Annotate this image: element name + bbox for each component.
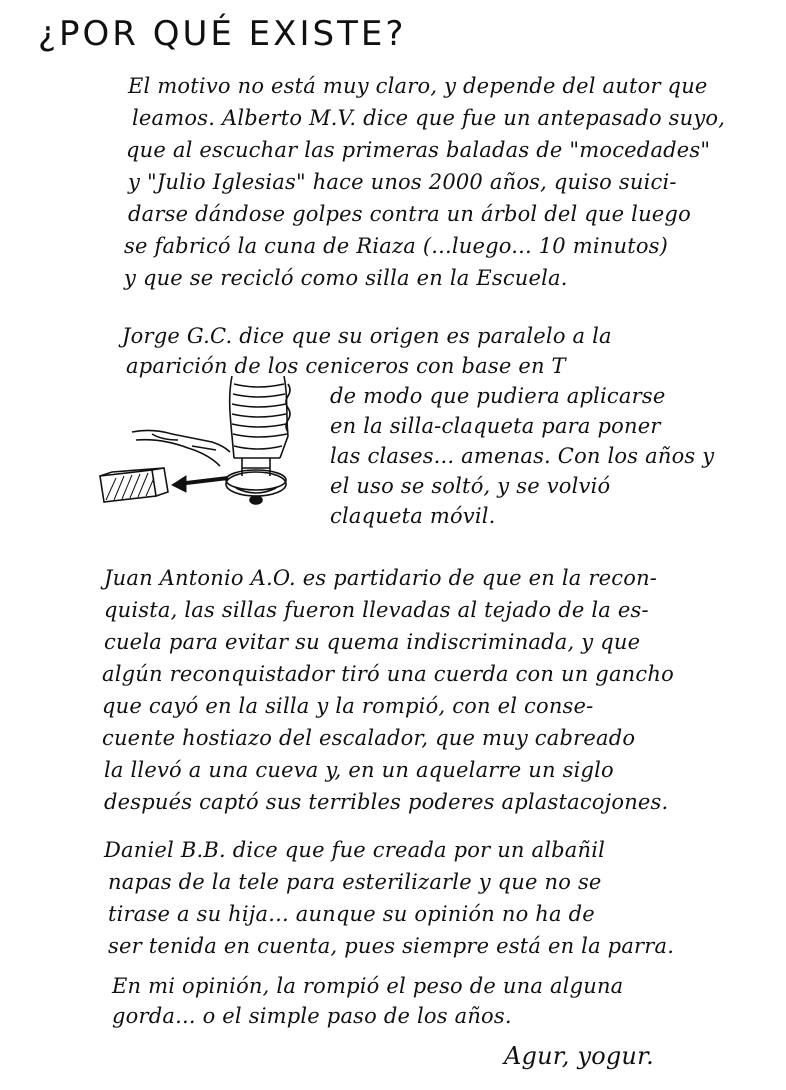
- text-line: cuente hostiazo del escalador, que muy cabreado: [102, 726, 636, 750]
- text-line: gorda... o el simple paso de los años.: [112, 1004, 512, 1028]
- text-line: Daniel B.B. dice que fue creada por un albañil: [104, 838, 606, 862]
- text-line: darse dándose golpes contra un árbol del que luego: [128, 202, 691, 226]
- text-line: En mi opinión, la rompió el peso de una alguna: [112, 974, 624, 998]
- text-line: que al escuchar las primeras baladas de "mocedades": [126, 138, 711, 162]
- arrow-icon: [172, 476, 228, 492]
- text-line: después captó sus terribles poderes aplastacojones.: [104, 790, 669, 814]
- text-line: tirase a su hija... aunque su opinión no ha de: [108, 902, 595, 926]
- text-line: que cayó en la silla y la rompió, con el conse-: [102, 694, 594, 718]
- text-line: Juan Antonio A.O. es partidario de que en la recon-: [104, 566, 658, 590]
- hand-sketch: [132, 430, 230, 466]
- text-line: claqueta móvil.: [330, 504, 496, 528]
- text-line: aparición de los ceniceros con base en T: [126, 354, 566, 378]
- text-line: de modo que pudiera aplicarse: [330, 384, 666, 408]
- text-line: quista, las sillas fueron llevadas al tejado de la es-: [104, 598, 649, 622]
- wood-block-sketch: [100, 468, 168, 502]
- text-line: las clases... amenas. Con los años y: [330, 444, 715, 468]
- text-line: y "Julio Iglesias" hace unos 2000 años, quiso suici-: [128, 170, 677, 194]
- text-line: Jorge G.C. dice que su origen es paralelo a la: [122, 324, 612, 348]
- page-title: ¿POR QUÉ EXISTE?: [38, 14, 407, 54]
- text-line: el uso se soltó, y se volvió: [330, 474, 611, 498]
- text-line: napas de la tele para esterilizarle y que no se: [108, 870, 602, 894]
- signature: Agur, yogur.: [504, 1042, 654, 1070]
- text-line: algún reconquistador tiró una cuerda con un gancho: [102, 662, 674, 686]
- text-line: El motivo no está muy claro, y depende del autor que: [128, 74, 708, 98]
- text-line: leamos. Alberto M.V. dice que fue un antepasado suyo,: [132, 106, 726, 130]
- text-line: ser tenida en cuenta, pues siempre está en la parra.: [108, 934, 675, 958]
- text-line: en la silla-claqueta para poner: [330, 414, 661, 438]
- text-line: y que se recicló como silla en la Escuela.: [124, 266, 568, 290]
- chair-claqueta-sketch: [92, 376, 302, 526]
- text-line: cuela para evitar su quema indiscriminada, y que: [104, 630, 641, 654]
- text-line: la llevó a una cueva y, en un aquelarre un siglo: [104, 758, 614, 782]
- text-line: se fabricó la cuna de Riaza (...luego... 10 minutos): [124, 234, 669, 258]
- column-sketch: [226, 376, 290, 504]
